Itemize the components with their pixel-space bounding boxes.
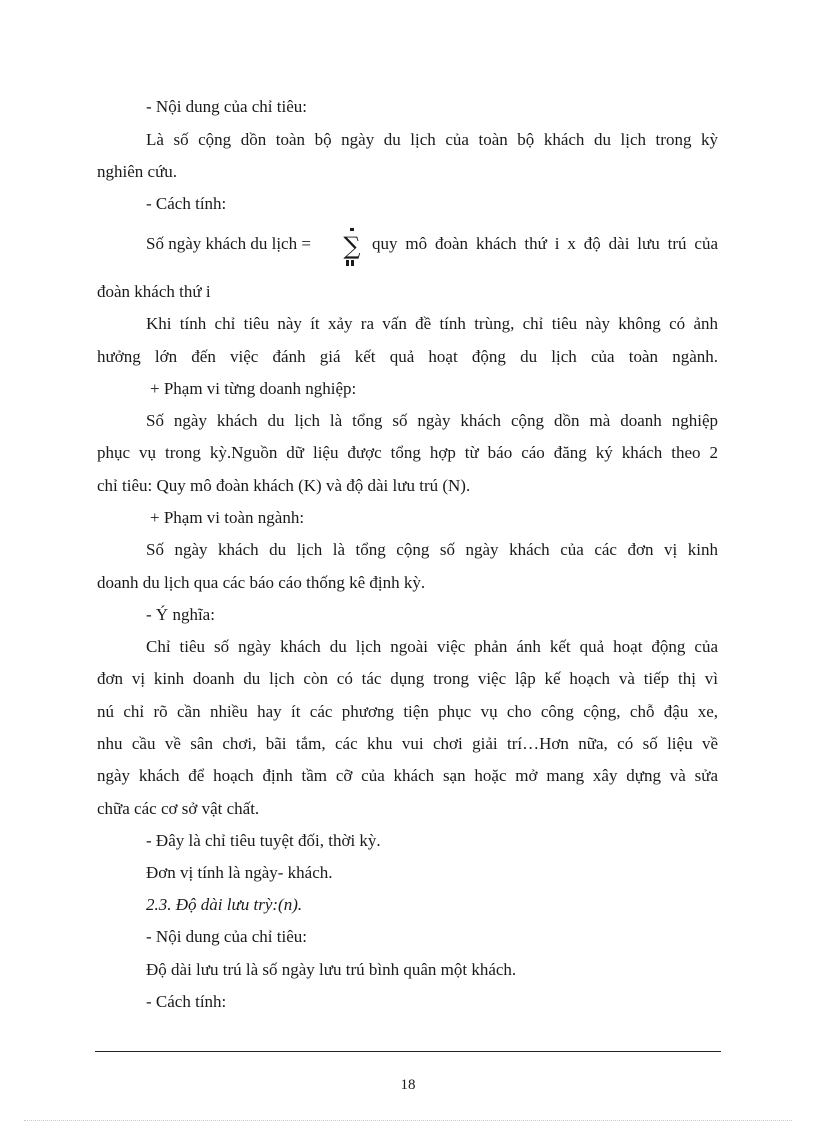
paragraph-line: - Nội dung của chỉ tiêu: (146, 97, 307, 116)
formula-rhs: quy mô đoàn khách thứ i x độ dài lưu trú của (372, 234, 718, 253)
paragraph-line: nhu cầu về sân chơi, bãi tắm, các khu vui chơi giải trí…Hơn nữa, có số liệu về (97, 734, 718, 753)
paragraph-line: chỉ tiêu: Quy mô đoàn khách (K) và độ dài lưu trú (N). (97, 476, 471, 495)
paragraph-line: chữa các cơ sở vật chất. (97, 799, 260, 818)
paragraph-line: - Cách tính: (146, 194, 227, 213)
paragraph-line: Chỉ tiêu số ngày khách du lịch ngoài việc phản ánh kết quả hoạt động của (146, 637, 718, 656)
paragraph-line: - Cách tính: (146, 992, 227, 1011)
paragraph-line: Số ngày khách du lịch là tổng cộng số ngày khách của các đơn vị kinh (146, 540, 718, 559)
paragraph-line: + Phạm vi từng doanh nghiệp: (150, 379, 357, 398)
paragraph-line: phục vụ trong kỳ.Nguồn dữ liệu được tổng hợp từ báo cáo đăng ký khách theo 2 (97, 443, 718, 462)
paragraph-line: Đơn vị tính là ngày- khách. (146, 863, 333, 882)
paragraph-line: nghiên cứu. (97, 162, 178, 181)
page-number: 18 (400, 1077, 416, 1093)
formula (146, 228, 718, 268)
paragraph-line: Độ dài lưu trú là số ngày lưu trú bình quân một khách. (146, 960, 517, 979)
paragraph-line: Số ngày khách du lịch là tổng số ngày khách cộng dồn mà doanh nghiệp (146, 411, 718, 430)
footer-rule (95, 1051, 721, 1052)
paragraph-line: hưởng lớn đến việc đánh giá kết quả hoạt động du lịch của toàn ngành. (97, 347, 718, 366)
formula-lhs: Số ngày khách du lịch = (146, 234, 311, 253)
paragraph-line: doanh du lịch qua các báo cáo thống kê định kỳ. (97, 573, 426, 592)
page-bottom-border (24, 1120, 792, 1121)
svg-text:∑: ∑ (343, 232, 361, 260)
paragraph-line: - Nội dung của chỉ tiêu: (146, 927, 307, 946)
paragraph-line: Là số cộng dồn toàn bộ ngày du lịch của toàn bộ khách du lịch trong kỳ (146, 130, 718, 149)
paragraph-line: - Đây là chỉ tiêu tuyệt đối, thời kỳ. (146, 831, 381, 850)
paragraph-line: ngày khách để hoạch định tầm cỡ của khách sạn hoặc mở mang xây dựng và sửa (97, 766, 718, 785)
paragraph-line: đơn vị kinh doanh du lịch còn có tác dụng trong việc lập kế hoạch và tiếp thị vì (97, 669, 718, 688)
paragraph-line: đoàn khách thứ i (97, 282, 211, 301)
section-heading: 2.3. Độ dài lưu trỳ:(n). (146, 895, 303, 914)
paragraph-line: Khi tính chỉ tiêu này ít xảy ra vấn đề tính trùng, chỉ tiêu này không có ảnh (146, 314, 718, 333)
summation-symbol (342, 228, 362, 268)
paragraph-line: + Phạm vi toàn ngành: (150, 508, 305, 527)
paragraph-line: - Ý nghĩa: (146, 605, 215, 624)
paragraph-line: nú chỉ rõ cần nhiều hay ít các phương tiện phục vụ cho công cộng, chỗ đậu xe, (97, 702, 718, 721)
